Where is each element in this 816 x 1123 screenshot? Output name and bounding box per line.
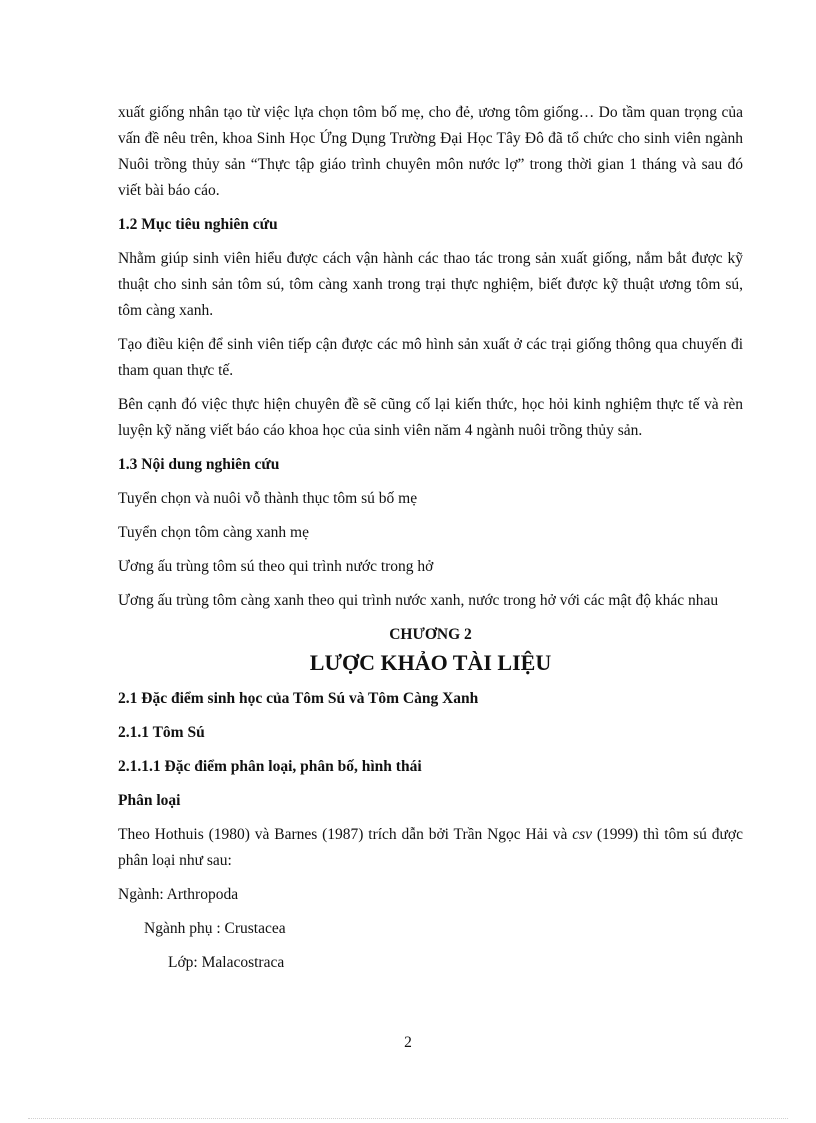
- taxonomy-subphylum: Ngành phụ : Crustacea: [144, 920, 286, 937]
- document-page: [118, 100, 743, 984]
- classification-intro-italic: csv: [572, 826, 592, 843]
- content-item-3: Ương ấu trùng tôm sú theo qui trình nước trong hở: [118, 558, 434, 575]
- page-number: 2: [404, 1034, 412, 1051]
- section-heading-2-1-1: 2.1.1 Tôm Sú: [118, 724, 205, 741]
- objective-paragraph-3: Bên cạnh đó việc thực hiện chuyên đề sẽ cũng cố lại kiến thức, học hỏi kinh nghiệm thực tế và rèn luyện kỹ năng viết báo cáo khoa học của sinh viên năm 4 ngành nuôi trồng thủy sản.: [118, 396, 743, 439]
- classification-intro-before: Theo Hothuis (1980) và Barnes (1987) trích dẫn bởi Trần Ngọc Hải và: [118, 826, 573, 843]
- content-item-1: Tuyển chọn và nuôi vỗ thành thục tôm sú bố mẹ: [118, 490, 418, 507]
- objective-paragraph-2: Tạo điều kiện để sinh viên tiếp cận được các mô hình sản xuất ở các trại giống thông qua chuyến đi tham quan thực tế.: [118, 336, 743, 379]
- taxonomy-phylum: Ngành: Arthropoda: [118, 886, 239, 903]
- page-bottom-divider: [28, 1118, 788, 1119]
- section-heading-1-3: 1.3 Nội dung nghiên cứu: [118, 456, 280, 473]
- taxonomy-class: Lớp: Malacostraca: [168, 954, 285, 971]
- intro-paragraph: xuất giống nhân tạo từ việc lựa chọn tôm bố mẹ, cho đẻ, ương tôm giống… Do tầm quan trọng của vấn đề nêu trên, khoa Sinh Học Ứng Dụng Trường Đại Học Tây Đô đã tổ chức cho sinh viên ngành Nuôi trồng thủy sản “Thực tập giáo trình chuyên môn nước lợ” trong thời gian 1 tháng và sau đó viết bài báo cáo.: [118, 104, 743, 199]
- section-heading-2-1: 2.1 Đặc điểm sinh học của Tôm Sú và Tôm Càng Xanh: [118, 690, 479, 707]
- classification-intro-after: (1999) thì tôm sú được phân loại như sau:: [118, 826, 743, 869]
- objective-paragraph-1: Nhằm giúp sinh viên hiểu được cách vận hành các thao tác trong sản xuất giống, nắm bắt được kỹ thuật cho sinh sản tôm sú, tôm càng xanh trong trại thực nghiệm, biết được kỹ thuật ương tôm sú, tôm càng xanh.: [118, 250, 743, 319]
- chapter-title: LƯỢC KHẢO TÀI LIỆU: [309, 650, 552, 675]
- section-heading-2-1-1-1: 2.1.1.1 Đặc điểm phân loại, phân bố, hình thái: [118, 758, 422, 775]
- chapter-number: CHƯƠNG 2: [389, 626, 472, 643]
- classification-heading: Phân loại: [118, 792, 181, 809]
- content-item-4: Ương ấu trùng tôm càng xanh theo qui trình nước xanh, nước trong hở với các mật độ khác nhau: [118, 592, 719, 609]
- classification-intro: [118, 822, 743, 874]
- content-item-2: Tuyển chọn tôm càng xanh mẹ: [118, 524, 309, 541]
- section-heading-1-2: 1.2 Mục tiêu nghiên cứu: [118, 216, 278, 233]
